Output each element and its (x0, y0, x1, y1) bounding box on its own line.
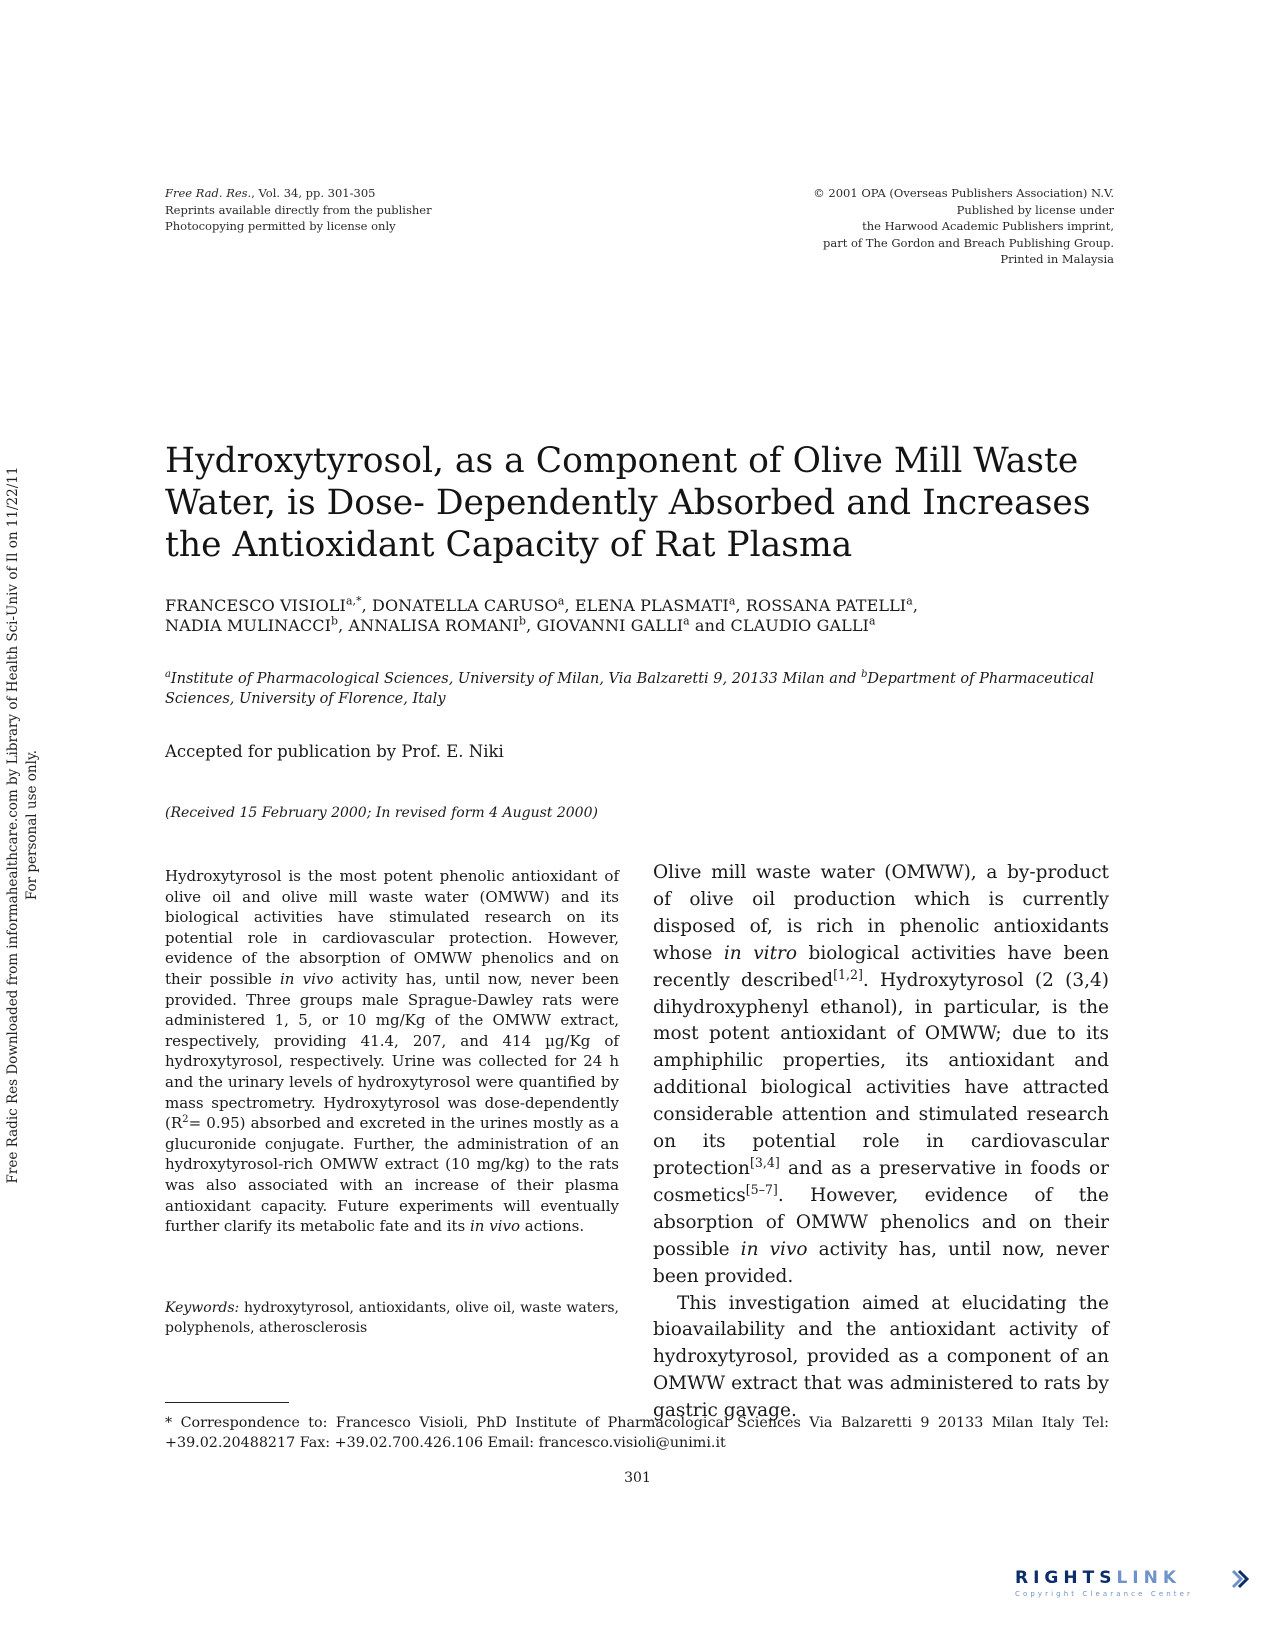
author-line-1 (165, 596, 1125, 616)
abstract-text: Hydroxytyrosol is the most potent phenolic antioxidant of olive oil and olive mill waste water (OMWW) and its biological activities have stimulated research on its potential role in cardiovascular protection. However, evidence of the absorption of OMWW phenolics and on their possible (165, 867, 619, 988)
footnote-rule (165, 1402, 289, 1403)
accepted-note: Accepted for publication by Prof. E. Niki (165, 742, 504, 761)
author-affil-mark: a (557, 594, 565, 608)
received-dates: (Received 15 February 2000; In revised form 4 August 2000) (165, 805, 598, 821)
group-line: part of The Gordon and Breach Publishing Group. (822, 235, 1114, 250)
intro-text: and as a preservative in foods or cosmetics (653, 1157, 1109, 1206)
rightslink-arrow-icon (1229, 1568, 1251, 1590)
intro-italic: in vivo (740, 1238, 808, 1260)
affil-and: and (824, 671, 862, 687)
abstract-text: actions. (520, 1217, 585, 1236)
photocopy-note: Photocopying permitted by license only (165, 219, 396, 233)
copyright-line: © 2001 OPA (Overseas Publishers Association) N.V. (813, 186, 1114, 200)
author-affil-mark: b (331, 614, 339, 628)
author-sep: , (526, 616, 537, 635)
abstract-italic: in vivo (279, 969, 334, 988)
author-name: DONATELLA CARUSO (372, 596, 558, 615)
affiliations (165, 669, 1125, 709)
imprint-line: the Harwood Academic Publishers imprint, (862, 219, 1114, 233)
author-name: CLAUDIO GALLI (730, 616, 869, 635)
reprints-note: Reprints available directly from the publisher (165, 202, 432, 217)
journal-name: Free Rad. Res. (165, 186, 252, 200)
affil-florence: Department of Pharmaceutical Sciences, University of Florence, Italy (165, 671, 1095, 707)
publisher-header-right (700, 185, 1114, 268)
abstract-text: activity has, until now, never been provided. Three groups male Sprague-Dawley rats were administered 1, 5, or 10 mg/Kg of the OMWW extract, respectively, providing 41.4, 207, and 414 µg/Kg of hydroxytyrosol, respectively. Urine was collected for 24 h and the urinary levels of hydroxytyrosol were quantified by mass spectrometry. Hydroxytyrosol was dose-dependently (R (165, 969, 619, 1133)
abstract-text: = 0.95) absorbed and excreted in the urines mostly as a glucuronide conjugate. Further, the administration of an hydroxytyrosol-rich OMWW extract (10 mg/kg) to the rats was also associated with an increase of their plasma antioxidant capacity. Future experiments will eventually further clarify its metabolic fate and its (165, 1114, 619, 1236)
article-title (165, 440, 1125, 566)
author-name: GIOVANNI GALLI (536, 616, 684, 635)
affil-mark-b: b (861, 669, 868, 681)
journal-volume: , Vol. 34, pp. 301-305 (251, 186, 376, 200)
intro-paragraph-1 (653, 860, 1109, 1291)
author-name: FRANCESCO VISIOLI (165, 596, 346, 615)
intro-text: activity has, until now, never been provided. (653, 1238, 1110, 1287)
author-name: NADIA MULINACCI (165, 616, 332, 635)
footnote-text: Correspondence to: Francesco Visioli, PhD Institute of Pharmacological Sciences Via Balzaretti 9 20133 Milan Italy Tel: +39.02.20488217 Fax: +39.02.700.426.106 Email: francesco.visioli@unimi.it (165, 1415, 1109, 1451)
intro-text: biological activities have been recently described (653, 942, 1109, 991)
intro-text: Olive mill waste water (OMWW), a by-product of olive oil production which is currently disposed of, is rich in phenolic antioxidants whose (653, 862, 1109, 964)
author-sep: , (338, 616, 349, 635)
author-affil-mark: b (519, 614, 527, 628)
author-affil-mark: a (683, 614, 690, 628)
author-affil-mark: a (728, 594, 736, 608)
intro-italic: in vitro (723, 942, 797, 964)
citation-ref: [5–7] (745, 1181, 778, 1197)
correspondence-footnote (165, 1413, 1109, 1453)
abstract-superscript: 2 (182, 1114, 189, 1126)
keywords-label: Keywords: (165, 1300, 240, 1316)
author-sep: , (361, 596, 373, 615)
author-line-2 (165, 616, 1125, 636)
rightslink-wordmark (1015, 1568, 1181, 1588)
page-number: 301 (624, 1470, 651, 1486)
abstract (165, 866, 619, 1237)
title-line-2: Water, is Dose- Dependently Absorbed and Increases (165, 483, 1091, 523)
rightslink-word-rights: RIGHTS (1015, 1568, 1117, 1588)
license-line: Published by license under (956, 202, 1114, 217)
author-name: ELENA PLASMATI (574, 596, 729, 615)
author-sep: , (912, 596, 919, 615)
author-list (165, 596, 1125, 636)
author-name: ROSSANA PATELLI (745, 596, 907, 615)
author-sep: , (564, 596, 575, 615)
affil-milan: Institute of Pharmacological Sciences, University of Milan, Via Balzaretti 9, 20133 Milan (170, 671, 825, 687)
journal-citation (165, 185, 585, 202)
author-name: ANNALISA ROMANI (348, 616, 520, 635)
citation-ref: [3,4] (749, 1154, 780, 1170)
abstract-italic: in vivo (469, 1217, 520, 1236)
footnote-mark: * (165, 1415, 173, 1431)
intro-paragraph-2: This investigation aimed at elucidating the bioavailability and the antioxidant activity of hydroxytyrosol, provided as a component of an OMWW extract that was administered to rats by gastric gavage. (653, 1292, 1109, 1422)
title-line-3: the Antioxidant Capacity of Rat Plasma (165, 525, 853, 565)
citation-ref: [1,2] (833, 966, 863, 982)
author-affil-mark: a,* (345, 594, 362, 608)
intro-text: . Hydroxytyrosol (2 (3,4) dihydroxyphenyl ethanol), in particular, is the most potent antioxidant of OMWW; due to its amphiphilic properties, its antioxidant and additional biological activities have attracted considerable attention and stimulated research on its potential role in cardiovascular protection (653, 969, 1109, 1179)
keywords-text: hydroxytyrosol, antioxidants, olive oil, waste waters, polyphenols, atherosclerosis (165, 1300, 619, 1336)
intro-text: . However, evidence of the absorption of OMWW phenolics and on their possible (653, 1184, 1109, 1260)
printed-line: Printed in Malaysia (1000, 252, 1114, 266)
download-watermark-line1: Free Radic Res Downloaded from informahealthcare.com by Library of Health Sci-Univ of Il on 11/22/11 (5, 466, 21, 1184)
journal-header-left (165, 185, 585, 235)
keywords (165, 1298, 619, 1338)
introduction (653, 860, 1109, 1425)
author-affil-mark: a (868, 614, 876, 628)
rightslink-word-link: LINK (1116, 1568, 1181, 1588)
download-watermark (4, 425, 42, 1225)
rightslink-tagline: Copyright Clearance Center (1015, 1590, 1194, 1598)
author-sep: and (689, 616, 731, 635)
title-line-1: Hydroxytyrosol, as a Component of Olive Mill Waste (165, 441, 1079, 481)
rightslink-logo[interactable] (1015, 1568, 1255, 1608)
author-affil-mark: a (906, 594, 913, 608)
author-sep: , (735, 596, 746, 615)
download-watermark-line2: For personal use only. (24, 749, 40, 901)
affil-mark-a: a (165, 669, 171, 681)
